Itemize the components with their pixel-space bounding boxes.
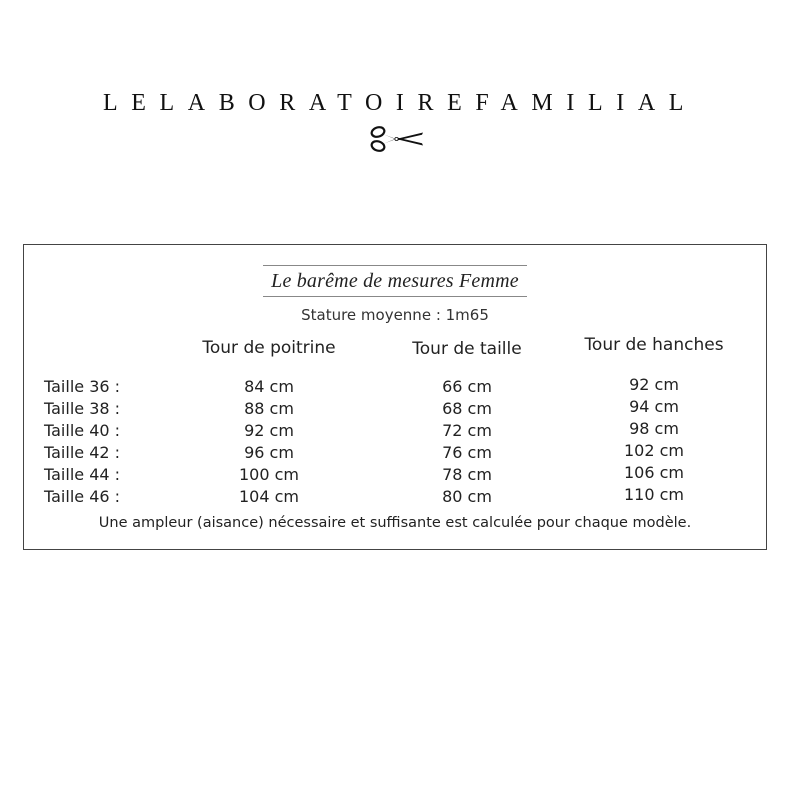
column-header: Tour de poitrine	[202, 338, 336, 358]
measurement-cell: 92 cm	[244, 421, 294, 440]
size-label: Taille 44 :	[44, 465, 121, 484]
measurement-cell: 100 cm	[238, 465, 300, 484]
measurement-cell: 98 cm	[629, 419, 679, 438]
measurement-cell: 78 cm	[442, 465, 492, 484]
measurement-cell: 92 cm	[629, 375, 679, 394]
measurement-cell: 106 cm	[623, 463, 685, 482]
measurement-cell: 66 cm	[442, 377, 492, 396]
panel-title: Le barême de mesures Femme	[263, 265, 527, 297]
measurement-cell: 110 cm	[623, 485, 685, 504]
stature-text: Stature moyenne : 1m65	[301, 306, 489, 324]
measurement-cell: 72 cm	[442, 421, 492, 440]
size-label: Taille 40 :	[44, 421, 121, 440]
measurement-cell: 104 cm	[238, 487, 300, 506]
measurement-cell: 68 cm	[442, 399, 492, 418]
scissors-icon	[368, 124, 426, 154]
footnote: Une ampleur (aisance) nécessaire et suffisante est calculée pour chaque modèle.	[98, 515, 692, 531]
size-label: Taille 38 :	[44, 399, 121, 418]
size-label: Taille 46 :	[44, 487, 121, 506]
measurement-cell: 96 cm	[244, 443, 294, 462]
measurement-cell: 88 cm	[244, 399, 294, 418]
column-header: Tour de hanches	[584, 335, 724, 355]
size-label: Taille 42 :	[44, 443, 121, 462]
brand-title: LELABORATOIREFAMILIAL	[102, 90, 698, 116]
size-label: Taille 36 :	[44, 377, 121, 396]
measurement-cell: 94 cm	[629, 397, 679, 416]
measurement-panel	[23, 244, 767, 550]
measurement-cell: 76 cm	[442, 443, 492, 462]
column-header: Tour de taille	[412, 339, 522, 359]
measurement-cell: 80 cm	[442, 487, 492, 506]
measurement-cell: 102 cm	[623, 441, 685, 460]
measurement-cell: 84 cm	[244, 377, 294, 396]
